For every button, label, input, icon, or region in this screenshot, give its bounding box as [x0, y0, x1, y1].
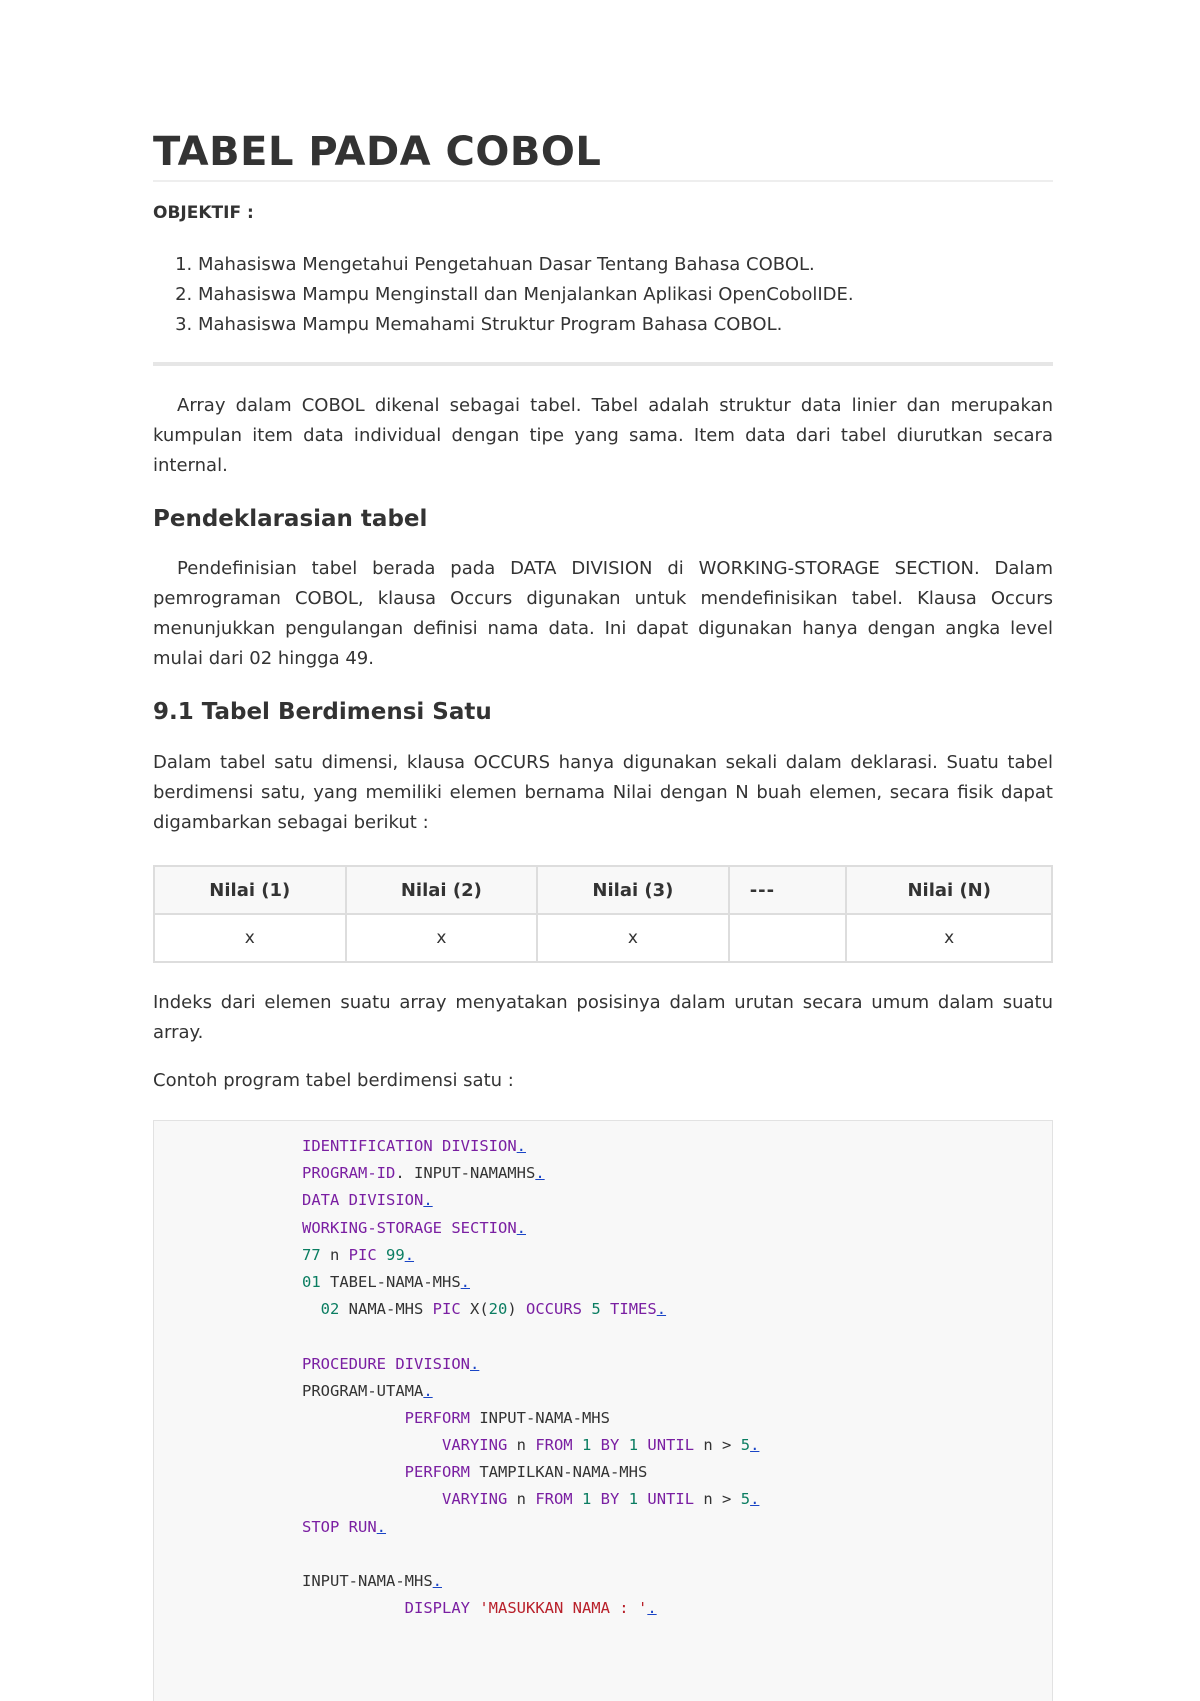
section-divider [153, 362, 1053, 366]
code-line [302, 1541, 759, 1568]
code-line: PROGRAM-UTAMA. [302, 1381, 433, 1400]
code-line: 02 NAMA-MHS PIC X(20) OCCURS 5 TIMES. [320, 1300, 667, 1319]
title-divider [153, 180, 1053, 182]
code-line: 01 TABEL-NAMA-MHS. [302, 1272, 470, 1291]
table-header-cell: Nilai (N) [846, 866, 1052, 914]
table-cell: x [346, 914, 538, 962]
code-line: VARYING n FROM 1 BY 1 UNTIL n > 5. [441, 1490, 760, 1509]
code-line: PERFORM TAMPILKAN-NAMA-MHS [404, 1463, 648, 1482]
objective-list [153, 250, 1048, 340]
array-table [153, 865, 1053, 963]
table-cell [729, 914, 847, 962]
example-label: Contoh program tabel berdimensi satu : [153, 1070, 514, 1091]
code-line: WORKING-STORAGE SECTION. [302, 1218, 526, 1237]
code-line: PROCEDURE DIVISION. [302, 1354, 480, 1373]
objective-item: 2. Mahasiswa Mampu Menginstall dan Menjalankan Aplikasi OpenCobolIDE. [198, 280, 1048, 310]
table-header-cell: Nilai (3) [537, 866, 729, 914]
objective-label: OBJEKTIF : [153, 203, 254, 223]
code-line: IDENTIFICATION DIVISION. [302, 1137, 526, 1155]
table-header-cell: Nilai (2) [346, 866, 538, 914]
code-block [153, 1120, 1053, 1701]
table-cell: x [846, 914, 1052, 962]
table-row [154, 914, 1052, 962]
section-91-paragraph: Dalam tabel satu dimensi, klausa OCCURS hanya digunakan sekali dalam deklarasi. Suatu tabel berdimensi satu, yang memiliki elemen bernama Nilai dengan N buah elemen, secara fisik dapat digambarkan sebagai berikut : [153, 752, 1053, 833]
table-header-row [154, 866, 1052, 914]
code-line: STOP RUN. [302, 1517, 387, 1536]
code-line [302, 1323, 759, 1350]
intro-paragraph: Array dalam COBOL dikenal sebagai tabel. Tabel adalah struktur data linier dan merupakan kumpulan item data individual dengan tipe yang sama. Item data dari tabel diurutkan secara internal. [153, 395, 1053, 476]
table-header-cell: Nilai (1) [154, 866, 346, 914]
declaration-heading: Pendeklarasian tabel [153, 506, 428, 532]
declaration-paragraph: Pendefinisian tabel berada pada DATA DIVISION di WORKING-STORAGE SECTION. Dalam pemrograman COBOL, klausa Occurs digunakan untuk mendefinisikan tabel. Klausa Occurs menunjukkan pengulangan definisi nama data. Ini dapat digunakan hanya dengan angka level mulai dari 02 hingga 49. [153, 558, 1053, 669]
table-cell: x [154, 914, 346, 962]
code-line: DISPLAY 'MASUKKAN NAMA : '. [404, 1599, 657, 1618]
section-91-heading: 9.1 Tabel Berdimensi Satu [153, 699, 492, 725]
code-line: VARYING n FROM 1 BY 1 UNTIL n > 5. [441, 1436, 760, 1455]
page-title: TABEL PADA COBOL [153, 129, 602, 175]
code-line: INPUT-NAMA-MHS. [302, 1572, 442, 1590]
index-paragraph: Indeks dari elemen suatu array menyatakan posisinya dalam urutan secara umum dalam suatu array. [153, 992, 1053, 1043]
objective-item: 1. Mahasiswa Mengetahui Pengetahuan Dasar Tentang Bahasa COBOL. [198, 250, 1048, 280]
code-listing [302, 1133, 759, 1622]
code-line: 77 n PIC 99. [302, 1245, 415, 1264]
code-line: DATA DIVISION. [302, 1191, 433, 1210]
objective-item: 3. Mahasiswa Mampu Memahami Struktur Program Bahasa COBOL. [198, 310, 1048, 340]
table-cell: x [537, 914, 729, 962]
code-line: PROGRAM-ID. INPUT-NAMAMHS. [302, 1164, 545, 1183]
code-line: PERFORM INPUT-NAMA-MHS [404, 1408, 610, 1427]
table-header-cell: --- [729, 866, 847, 914]
